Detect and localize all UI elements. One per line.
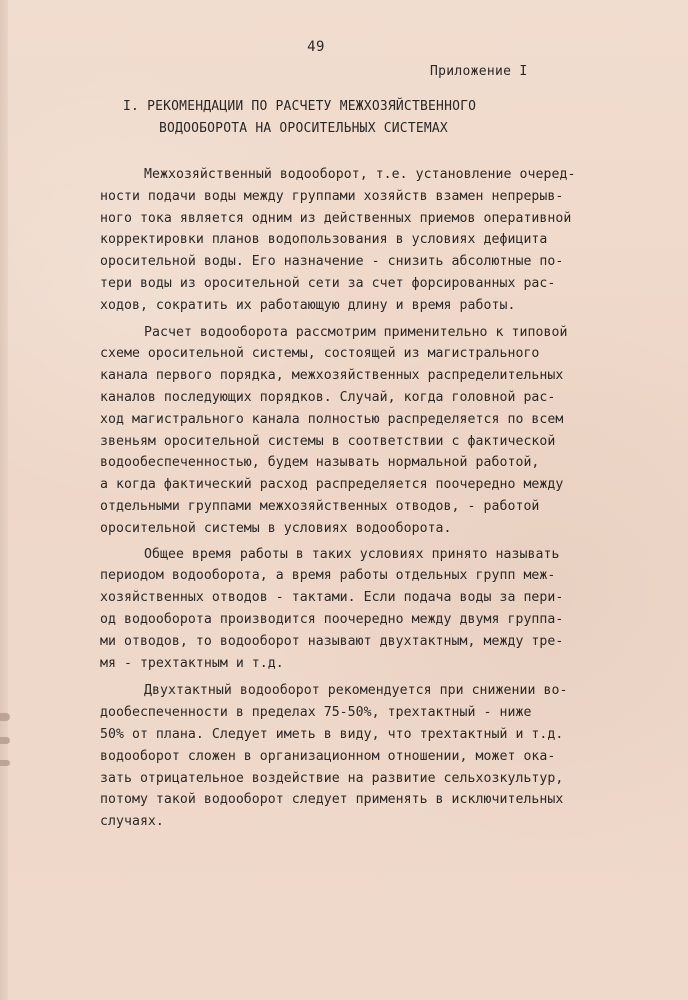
title-line: I. РЕКОМЕНДАЦИИ ПО РАСЧЕТУ МЕЖХОЗЯЙСТВЕННОГО	[123, 99, 477, 114]
paper-edge-mark	[0, 713, 10, 721]
text-line: ного тока является одним из действенных приемов оперативной	[100, 210, 572, 226]
text-line: хозяйственных отводов - тактами. Если подача воды за пери-	[100, 590, 564, 606]
paper-edge-mark	[0, 737, 10, 744]
body-text	[100, 164, 592, 833]
text-line: тери воды из оросительной сети за счет форсированных рас-	[100, 275, 556, 291]
text-line: водообеспеченностью, будем называть нормальной работой,	[100, 455, 540, 471]
text-line: дообеспеченности в пределах 75-50%, трехтактный - ниже	[100, 705, 532, 721]
text-line: зать отрицательное воздействие на развитие сельхозкультур,	[100, 770, 564, 786]
text-line: оросительной системы в условиях водооборота.	[100, 520, 452, 536]
text-line: мя - трехтактным и т.д.	[100, 655, 284, 671]
paper-edge-mark	[0, 760, 10, 766]
text-line: ход магистрального канала полностью распределяется по всем	[100, 411, 564, 427]
text-line: звеньям оросительной системы в соответствии с фактической	[100, 433, 556, 449]
text-line: канала первого порядка, межхозяйственных распределительных	[100, 368, 564, 384]
text-line: ности подачи воды между группами хозяйств взамен непрерыв-	[100, 188, 564, 204]
text-line: ми отводов, то водооборот называют двухтактным, между тре-	[100, 633, 564, 649]
title-line: ВОДООБОРОТА НА ОРОСИТЕЛЬНЫХ СИСТЕМАХ	[159, 121, 448, 136]
text-line: случаях.	[100, 814, 164, 830]
text-line: потому такой водооборот следует применять в исключительных	[100, 792, 564, 808]
text-line: водооборот сложен в организационном отношении, может ока-	[100, 748, 556, 764]
text-line: 50% от плана. Следует иметь в виду, что трехтактный и т.д.	[100, 726, 564, 742]
text-line: од водооборота производится поочередно между двумя группа-	[100, 611, 564, 627]
text-line: а когда фактический расход распределяется поочередно между	[100, 477, 564, 493]
page-number: 49	[307, 39, 325, 55]
text-line: периодом водооборота, а время работы отдельных групп меж-	[100, 568, 556, 584]
text-line: каналов последующих порядков. Случай, когда головной рас-	[100, 389, 556, 405]
section-title	[123, 96, 553, 140]
text-line: отдельными группами межхозяйственных отводов, - работой	[100, 498, 540, 514]
text-line: Общее время работы в таких условиях принято называть	[144, 546, 560, 562]
text-line: ходов, сократить их работающую длину и время работы.	[100, 297, 516, 313]
text-line: схеме оросительной системы, состоящей из магистрального	[100, 346, 540, 362]
text-line: Двухтактный водооборот рекомендуется при снижении во-	[144, 683, 568, 699]
text-line: корректировки планов водопользования в условиях дефицита	[100, 232, 548, 248]
text-line: Расчет водооборота рассмотрим применительно к типовой	[144, 324, 568, 340]
text-line: оросительной воды. Его назначение - снизить абсолютные по-	[100, 254, 564, 270]
text-line: Межхозяйственный водооборот, т.е. установление очеред-	[144, 167, 576, 182]
appendix-label: Приложение I	[430, 64, 528, 79]
page-binding-edge	[0, 0, 8, 1000]
